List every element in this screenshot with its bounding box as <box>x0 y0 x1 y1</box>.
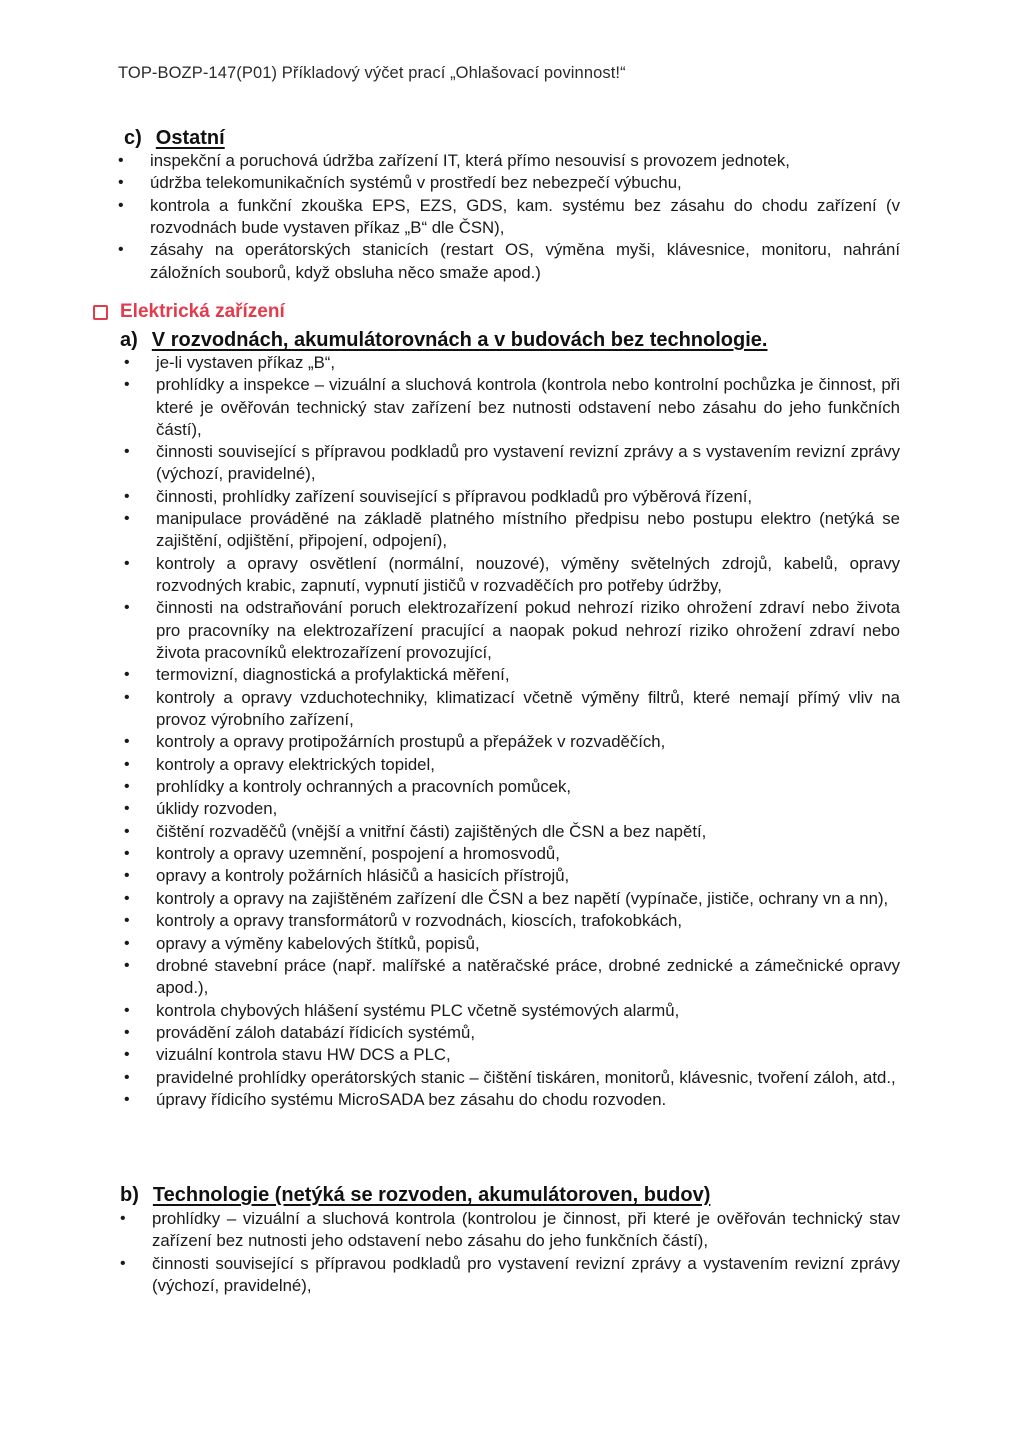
list-item <box>115 150 900 172</box>
bullet-icon: • <box>124 443 130 461</box>
bullet-icon: • <box>124 688 130 706</box>
bullet-icon: • <box>118 152 124 169</box>
bullet-icon: • <box>118 241 124 259</box>
checkbox-icon <box>93 305 108 320</box>
bullet-icon: • <box>124 755 130 773</box>
bullet-icon: • <box>124 1001 130 1019</box>
bullet-icon: • <box>124 1068 130 1086</box>
list-item-text: kontroly a opravy elektrických topidel, <box>156 754 435 774</box>
list-item-text: je-li vystaven příkaz „B“, <box>156 353 336 372</box>
section-a-marker: a) <box>120 329 138 351</box>
section-c-list <box>115 150 900 284</box>
list-item <box>121 352 900 374</box>
bullet-icon: • <box>124 845 130 863</box>
list-item <box>117 1208 900 1252</box>
list-item-text: manipulace prováděné na základě platného místního předpisu nebo postupu elektro (netýká se zajištění, odjištění, připojení, odpojení), <box>156 509 900 551</box>
list-item-text: kontrola chybových hlášení systému PLC včetně systémových alarmů, <box>156 1000 680 1020</box>
list-item <box>121 910 900 932</box>
bullet-icon: • <box>124 376 130 394</box>
list-item-text: prohlídky a inspekce – vizuální a sluchová kontrola (kontrola nebo kontrolní pochůzka je činnost, při které je ověřován technický stav zařízení bez nutnosti odstavení nebo zásahu do jeho funkčních částí), <box>156 375 900 439</box>
list-item <box>121 933 900 955</box>
list-item-text: čištění rozvaděčů (vnější a vnitřní části) zajištěných dle ČSN a bez napětí, <box>156 821 707 841</box>
list-item-text: opravy a kontroly požárních hlásičů a hasicích přístrojů, <box>156 866 570 886</box>
list-item-text: kontroly a opravy uzemnění, pospojení a hromosvodů, <box>156 844 560 864</box>
list-item-text: kontroly a opravy osvětlení (normální, nouzové), výměny světelných zdrojů, kabelů, opravy rozvodných krabic, zapnutí, vypnutí jističů v rozvaděčích pro potřeby údržby, <box>156 553 900 595</box>
bullet-icon: • <box>118 196 124 214</box>
bullet-icon: • <box>124 554 130 572</box>
section-c-marker: c) <box>124 127 142 149</box>
list-item <box>115 195 900 239</box>
list-item-text: činnosti související s přípravou podkladů pro vystavení revizní zprávy a s vystavením revizní zprávy (výchozí, pravidelné), <box>156 442 900 484</box>
list-item <box>121 798 900 820</box>
list-item-text: činnosti na odstraňování poruch elektrozařízení pokud nehrozí riziko ohrožení zdraví nebo života pro pracovníky na elektrozařízení pracující a naopak pokud nehrozí riziko ohrožení zdraví nebo života pracovníků elektrozařízení provozující, <box>156 598 900 662</box>
bullet-icon: • <box>124 912 130 930</box>
list-item-text: zásahy na operátorských stanicích (restart OS, výměna myši, klávesnice, monitoru, nahrání záložních souborů, když obsluha něco smaže apod.) <box>150 240 900 282</box>
section-c-heading <box>124 127 225 150</box>
bullet-icon: • <box>124 666 130 684</box>
list-item-text: kontroly a opravy na zajištěném zařízení dle ČSN a bez napětí (vypínače, jističe, ochrany vn a nn), <box>156 888 889 908</box>
section-b-title: Technologie (netýká se rozvoden, akumulátoroven, budov) <box>152 1184 711 1206</box>
list-item <box>121 955 900 999</box>
bullet-icon: • <box>124 354 130 371</box>
bullet-icon: • <box>120 1210 126 1227</box>
list-item-text: inspekční a poruchová údržba zařízení IT, která přímo nesouvisí s provozem jednotek, <box>150 151 790 170</box>
list-item-text: opravy a výměny kabelových štítků, popisů, <box>156 933 480 953</box>
bullet-icon: • <box>124 1046 130 1064</box>
list-item <box>121 1089 900 1111</box>
document-header: TOP-BOZP-147(P01) Příkladový výčet prací „Ohlašovací povinnost!“ <box>118 64 626 82</box>
list-item <box>121 888 900 910</box>
list-item <box>115 239 900 283</box>
list-item-text: údržba telekomunikačních systémů v prostředí bez nebezpečí výbuchu, <box>150 173 682 193</box>
list-item <box>121 1067 900 1089</box>
bullet-icon: • <box>124 1091 130 1109</box>
list-item <box>121 441 900 485</box>
list-item <box>121 1022 900 1044</box>
list-item-text: prohlídky – vizuální a sluchová kontrola (kontrolou je činnost, při které je ověřován technický stav zařízení bez nutnosti jeho odstavení nebo zásahu do jeho funkčních částí), <box>152 1209 900 1251</box>
list-item <box>121 776 900 798</box>
list-item <box>121 1044 900 1066</box>
electrical-title: Elektrická zařízení <box>120 301 285 322</box>
list-item-text: vizuální kontrola stavu HW DCS a PLC, <box>156 1045 451 1065</box>
list-item <box>121 687 900 731</box>
bullet-icon: • <box>124 957 130 975</box>
bullet-icon: • <box>124 867 130 885</box>
list-item-text: kontroly a opravy protipožárních prostupů a přepážek v rozvaděčích, <box>156 732 666 752</box>
bullet-icon: • <box>124 733 130 751</box>
list-item <box>121 821 900 843</box>
list-item-text: kontroly a opravy transformátorů v rozvodnách, kioscích, trafokobkách, <box>156 911 683 931</box>
section-c-title: Ostatní <box>155 127 225 149</box>
section-a-title: V rozvodnách, akumulátorovnách a v budovách bez technologie. <box>151 329 768 351</box>
bullet-icon: • <box>118 174 124 192</box>
bullet-icon: • <box>124 934 130 952</box>
list-item-text: kontrola a funkční zkouška EPS, EZS, GDS, kam. systému bez zásahu do chodu zařízení (v rozvodnách bude vystaven příkaz „B“ dle ČSN), <box>150 195 900 237</box>
list-item-text: prohlídky a kontroly ochranných a pracovních pomůcek, <box>156 776 572 796</box>
list-item-text: činnosti související s přípravou podkladů pro vystavení revizní zprávy a vystavením revizní zprávy (výchozí, pravidelné), <box>152 1253 900 1295</box>
list-item-text: termovizní, diagnostická a profylaktická měření, <box>156 665 510 685</box>
bullet-icon: • <box>124 487 130 505</box>
list-item <box>121 754 900 776</box>
list-item <box>121 486 900 508</box>
section-b-list <box>117 1208 900 1297</box>
list-item <box>121 664 900 686</box>
electrical-heading <box>93 301 285 323</box>
bullet-icon: • <box>124 777 130 795</box>
list-item-text: kontroly a opravy vzduchotechniky, klimatizací včetně výměny filtrů, které nemají přímý vliv na provoz výrobního zařízení, <box>156 687 900 729</box>
bullet-icon: • <box>124 1024 130 1042</box>
list-item <box>121 843 900 865</box>
list-item <box>121 731 900 753</box>
list-item-text: provádění záloh databází řídicích systémů, <box>156 1023 476 1043</box>
list-item-text: drobné stavební práce (např. malířské a natěračské práce, drobné zednické a zámečnické opravy apod.), <box>156 956 900 998</box>
bullet-icon: • <box>120 1254 126 1272</box>
section-a-list <box>121 352 900 1112</box>
section-b-marker: b) <box>120 1184 139 1206</box>
list-item-text: pravidelné prohlídky operátorských stanic – čištění tiskáren, monitorů, klávesnic, tvoření záloh, atd., <box>156 1067 896 1087</box>
section-b-heading <box>120 1184 710 1207</box>
list-item <box>117 1253 900 1297</box>
bullet-icon: • <box>124 822 130 840</box>
section-a-heading <box>120 329 767 352</box>
list-item-text: úklidy rozvoden, <box>156 799 278 819</box>
list-item <box>121 865 900 887</box>
bullet-icon: • <box>124 510 130 528</box>
list-item <box>121 374 900 441</box>
bullet-icon: • <box>124 889 130 907</box>
bullet-icon: • <box>124 800 130 818</box>
list-item-text: činnosti, prohlídky zařízení související s přípravou podkladů pro výběrová řízení, <box>156 486 753 506</box>
bullet-icon: • <box>124 599 130 617</box>
list-item <box>115 172 900 194</box>
list-item <box>121 553 900 597</box>
list-item <box>121 1000 900 1022</box>
list-item <box>121 508 900 552</box>
list-item-text: úpravy řídicího systému MicroSADA bez zásahu do chodu rozvoden. <box>156 1090 667 1110</box>
list-item <box>121 597 900 664</box>
